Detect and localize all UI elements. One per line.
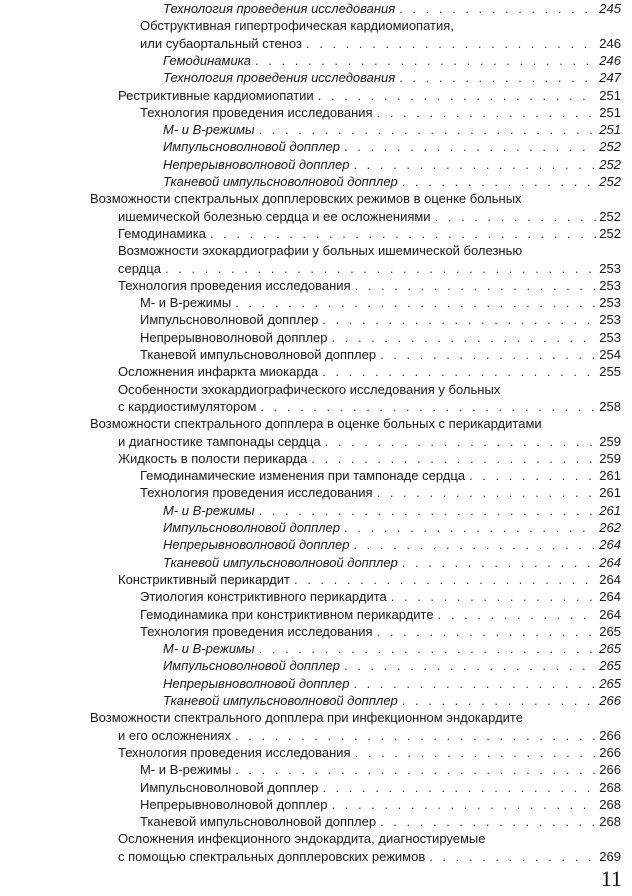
- toc-page-number: 253: [599, 277, 621, 293]
- toc-entry[interactable]: [140, 606, 621, 623]
- toc-page-number: 252: [599, 208, 621, 224]
- toc-page-number: 262: [599, 520, 621, 535]
- toc-entry-title: М- и В-режимы: [163, 122, 255, 138]
- toc-entry-title: Гемодинамика: [163, 52, 252, 68]
- toc-entry-title: Этиология констриктивного перикардита: [140, 589, 387, 605]
- toc-page-number: 264: [599, 537, 621, 553]
- leader-dots: [353, 675, 596, 692]
- toc-entry[interactable]: [140, 761, 621, 778]
- toc-entry[interactable]: [163, 640, 621, 657]
- toc-entry-title: Непрерывноволновой допплер: [140, 329, 328, 345]
- toc-entry[interactable]: [118, 87, 621, 104]
- toc-page-number: 265: [599, 641, 621, 657]
- toc-entry[interactable]: [118, 225, 621, 242]
- leader-dots: [355, 744, 596, 761]
- toc-page-number: 253: [599, 329, 621, 345]
- toc-entry-title: Тканевой импульсноволновой допплер: [140, 814, 377, 830]
- leader-dots: [165, 260, 596, 277]
- toc-entry[interactable]: [163, 138, 621, 155]
- toc-entry-title: Осложнения инфекционного эндокардита, диагностируемые: [118, 831, 486, 847]
- toc-page-number: 259: [599, 450, 621, 466]
- toc-entry[interactable]: [140, 35, 621, 52]
- toc-entry[interactable]: [118, 433, 621, 450]
- toc-entry[interactable]: [140, 104, 621, 121]
- leader-dots: [306, 35, 596, 52]
- toc-page-number: 252: [599, 225, 621, 241]
- leader-dots: [353, 156, 596, 173]
- toc-entry-title: Непрерывноволновой допплер: [163, 537, 350, 553]
- toc-page-number: 252: [599, 156, 621, 172]
- toc-entry[interactable]: [163, 156, 621, 173]
- toc-entry[interactable]: [163, 0, 621, 17]
- toc-page-number: 252: [599, 174, 621, 189]
- toc-entry[interactable]: [140, 346, 621, 363]
- leader-dots: [259, 640, 596, 657]
- toc-page-number: 266: [599, 762, 621, 778]
- toc-entry[interactable]: [118, 363, 621, 380]
- toc-entry-title: сердца: [118, 260, 161, 276]
- toc-entry-title: ишемической болезнью сердца и ее осложнениями: [118, 208, 431, 224]
- toc-entry[interactable]: [140, 467, 621, 484]
- toc-entry-title: Особенности эхокардиографического исследования у больных: [118, 381, 501, 397]
- toc-entry-first-line: [118, 381, 500, 398]
- toc-entry-title: Гемодинамические изменения при тампонаде сердца: [140, 468, 466, 484]
- toc-page-number: 253: [599, 295, 621, 311]
- toc-entry-title: Рестриктивные кардиомиопатии: [118, 87, 314, 103]
- toc-entry-title: и его осложнениях: [118, 727, 232, 743]
- leader-dots: [344, 657, 596, 674]
- toc-entry-title: Гемодинамика: [118, 225, 206, 241]
- toc-entry-title: Тканевой импульсноволновой допплер: [140, 347, 377, 362]
- toc-entry[interactable]: [163, 692, 621, 709]
- toc-entry[interactable]: [140, 311, 621, 328]
- toc-entry[interactable]: [163, 69, 621, 86]
- toc-page-number: 261: [599, 502, 621, 518]
- toc-page-number: 264: [599, 571, 621, 587]
- toc-page-number: 266: [599, 693, 621, 708]
- toc-page-number: 261: [599, 485, 621, 501]
- toc-entry-title: Импульсноволновой допплер: [163, 520, 341, 535]
- leader-dots: [255, 52, 596, 69]
- toc-entry-first-line: [118, 830, 486, 847]
- leader-dots: [402, 692, 596, 709]
- toc-page-number: 247: [599, 70, 621, 86]
- toc-entry-title: Тканевой импульсноволновой допплер: [163, 554, 398, 570]
- toc-entry[interactable]: [118, 398, 621, 415]
- toc-entry-title: Осложнения инфаркта миокарда: [118, 364, 319, 380]
- leader-dots: [210, 225, 596, 242]
- leader-dots: [380, 346, 596, 363]
- leader-dots: [438, 606, 596, 623]
- toc-page-number: 269: [599, 848, 621, 864]
- toc-entry-title: и диагностике тампонады сердца: [118, 433, 321, 449]
- leader-dots: [380, 813, 596, 830]
- leader-dots: [399, 69, 596, 86]
- toc-entry-title: Технология проведения исследования: [118, 744, 351, 760]
- toc-entry-title: с помощью спектральных допплеровских режимов: [118, 848, 426, 864]
- toc-entry[interactable]: [163, 173, 621, 190]
- toc-page-number: 254: [599, 347, 621, 362]
- leader-dots: [355, 277, 596, 294]
- toc-entry[interactable]: [163, 502, 621, 519]
- leader-dots: [322, 779, 596, 796]
- toc-entry-title: М- и В-режимы: [163, 502, 255, 518]
- toc-entry-title: Непрерывноволновой допплер: [163, 156, 350, 172]
- toc-entry-title: Технология проведения исследования: [140, 104, 373, 120]
- toc-entry-first-line: [140, 17, 454, 34]
- leader-dots: [259, 121, 596, 138]
- leader-dots: [344, 138, 596, 155]
- toc-page-number: 246: [599, 35, 621, 51]
- page-number: 11: [600, 866, 622, 891]
- toc-page-number: 246: [599, 52, 621, 68]
- leader-dots: [260, 398, 596, 415]
- toc-page-number: 251: [599, 104, 621, 120]
- leader-dots: [311, 450, 596, 467]
- toc-entry-title: М- и В-режимы: [140, 762, 232, 778]
- toc-entry[interactable]: [118, 727, 621, 744]
- leader-dots: [402, 554, 596, 571]
- toc-entry-title: М- и В-режимы: [163, 641, 255, 657]
- leader-dots: [318, 87, 596, 104]
- leader-dots: [353, 536, 596, 553]
- toc-entry[interactable]: [140, 623, 621, 640]
- toc-entry[interactable]: [163, 554, 621, 571]
- toc-entry-title: или субаортальный стеноз: [140, 35, 302, 51]
- toc-entry[interactable]: [140, 484, 621, 501]
- toc-page-number: 265: [599, 675, 621, 691]
- toc-entry-title: Импульсноволновой допплер: [140, 312, 319, 328]
- toc-entry[interactable]: [118, 260, 621, 277]
- toc-page-number: 265: [599, 623, 621, 639]
- toc-entry-title: Импульсноволновой допплер: [163, 658, 341, 674]
- leader-dots: [332, 329, 596, 346]
- toc-entry[interactable]: [140, 796, 621, 813]
- toc-entry-title: Технология проведения исследования: [140, 623, 373, 639]
- toc-page-number: 252: [599, 139, 621, 155]
- toc-entry[interactable]: [118, 277, 621, 294]
- leader-dots: [469, 467, 596, 484]
- toc-page-number: 266: [599, 744, 621, 760]
- leader-dots: [377, 104, 596, 121]
- toc-entry-title: Технология проведения исследования: [140, 485, 373, 501]
- toc-page-number: 245: [599, 1, 621, 16]
- toc-entry[interactable]: [140, 813, 621, 830]
- toc-entry-first-line: [118, 242, 522, 259]
- leader-dots: [377, 623, 596, 640]
- toc-entry[interactable]: [118, 450, 621, 467]
- toc-entry-title: с кардиостимулятором: [118, 398, 257, 414]
- toc-entry-title: Возможности спектрального допплера при инфекционном эндокардите: [90, 710, 523, 726]
- toc-page-number: 253: [599, 260, 621, 276]
- toc-entry-title: Возможности спектральных допплеровских режимов в оценке больных: [90, 191, 522, 207]
- leader-dots: [235, 294, 596, 311]
- toc-entry[interactable]: [163, 536, 621, 553]
- leader-dots: [259, 502, 596, 519]
- toc-entry[interactable]: [163, 121, 621, 138]
- toc-entry-title: Непрерывноволновой допплер: [140, 796, 328, 812]
- toc-entry[interactable]: [118, 848, 621, 865]
- leader-dots: [294, 571, 596, 588]
- toc-entry-title: Возможности эхокардиографии у больных ишемической болезнью: [118, 243, 523, 259]
- leader-dots: [435, 208, 596, 225]
- leader-dots: [429, 848, 596, 865]
- leader-dots: [235, 761, 596, 778]
- toc-entry[interactable]: [140, 588, 621, 605]
- leader-dots: [322, 363, 596, 380]
- toc-page-number: 268: [599, 796, 621, 812]
- toc-page-number: 258: [599, 398, 621, 414]
- leader-dots: [402, 173, 596, 190]
- toc-entry[interactable]: [118, 208, 621, 225]
- toc-page-number: 264: [599, 589, 621, 605]
- toc-page-number: 251: [599, 87, 621, 103]
- toc-page-number: 268: [599, 814, 621, 830]
- leader-dots: [325, 433, 596, 450]
- toc-page-number: 265: [599, 658, 621, 674]
- toc-entry[interactable]: [140, 329, 621, 346]
- toc-entry-title: Гемодинамика при констриктивном перикардите: [140, 606, 434, 622]
- toc-page-number: 268: [599, 779, 621, 795]
- toc-entry[interactable]: [163, 519, 621, 536]
- toc-page-number: 259: [599, 433, 621, 449]
- toc-entry-title: Возможности спектрального допплера в оценке больных с перикардитами: [90, 416, 542, 432]
- leader-dots: [322, 311, 596, 328]
- toc-page-number: 266: [599, 727, 621, 743]
- toc-entry-title: Тканевой импульсноволновой допплер: [163, 693, 398, 708]
- toc-entry[interactable]: [140, 294, 621, 311]
- toc-entry[interactable]: [163, 675, 621, 692]
- toc-entry[interactable]: [163, 657, 621, 674]
- toc-entry-title: Обструктивная гипертрофическая кардиомиопатия,: [140, 18, 454, 34]
- toc-entry-title: Технология проведения исследования: [163, 70, 396, 86]
- toc-entry-title: Импульсноволновой допплер: [140, 779, 319, 795]
- toc-entry-first-line: [90, 415, 542, 432]
- leader-dots: [344, 519, 596, 536]
- toc-entry[interactable]: [118, 571, 621, 588]
- leader-dots: [332, 796, 596, 813]
- leader-dots: [399, 0, 596, 17]
- toc-page-number: 251: [599, 122, 621, 138]
- toc-entry-title: Непрерывноволновой допплер: [163, 675, 350, 691]
- toc-entry-title: Тканевой импульсноволновой допплер: [163, 174, 398, 189]
- toc-entry[interactable]: [118, 744, 621, 761]
- toc-entry[interactable]: [163, 52, 621, 69]
- leader-dots: [377, 484, 596, 501]
- toc-entry-first-line: [90, 190, 522, 207]
- toc-page-number: 253: [599, 312, 621, 328]
- toc-entry[interactable]: [140, 779, 621, 796]
- toc-entry-title: Технология проведения исследования: [163, 1, 396, 16]
- toc-entry-title: Констриктивный перикардит: [118, 571, 290, 587]
- leader-dots: [235, 727, 596, 744]
- toc-page-number: 261: [599, 468, 621, 484]
- toc-page-number: 264: [599, 606, 621, 622]
- toc-entry-title: М- и В-режимы: [140, 295, 232, 311]
- leader-dots: [391, 588, 596, 605]
- toc-entry-title: Импульсноволновой допплер: [163, 139, 341, 155]
- toc-entry-title: Технология проведения исследования: [118, 277, 351, 293]
- toc-entry-first-line: [90, 709, 523, 726]
- toc-entry-title: Жидкость в полости перикарда: [118, 450, 308, 466]
- toc-page-number: 264: [599, 554, 621, 570]
- toc-page-number: 255: [599, 364, 621, 380]
